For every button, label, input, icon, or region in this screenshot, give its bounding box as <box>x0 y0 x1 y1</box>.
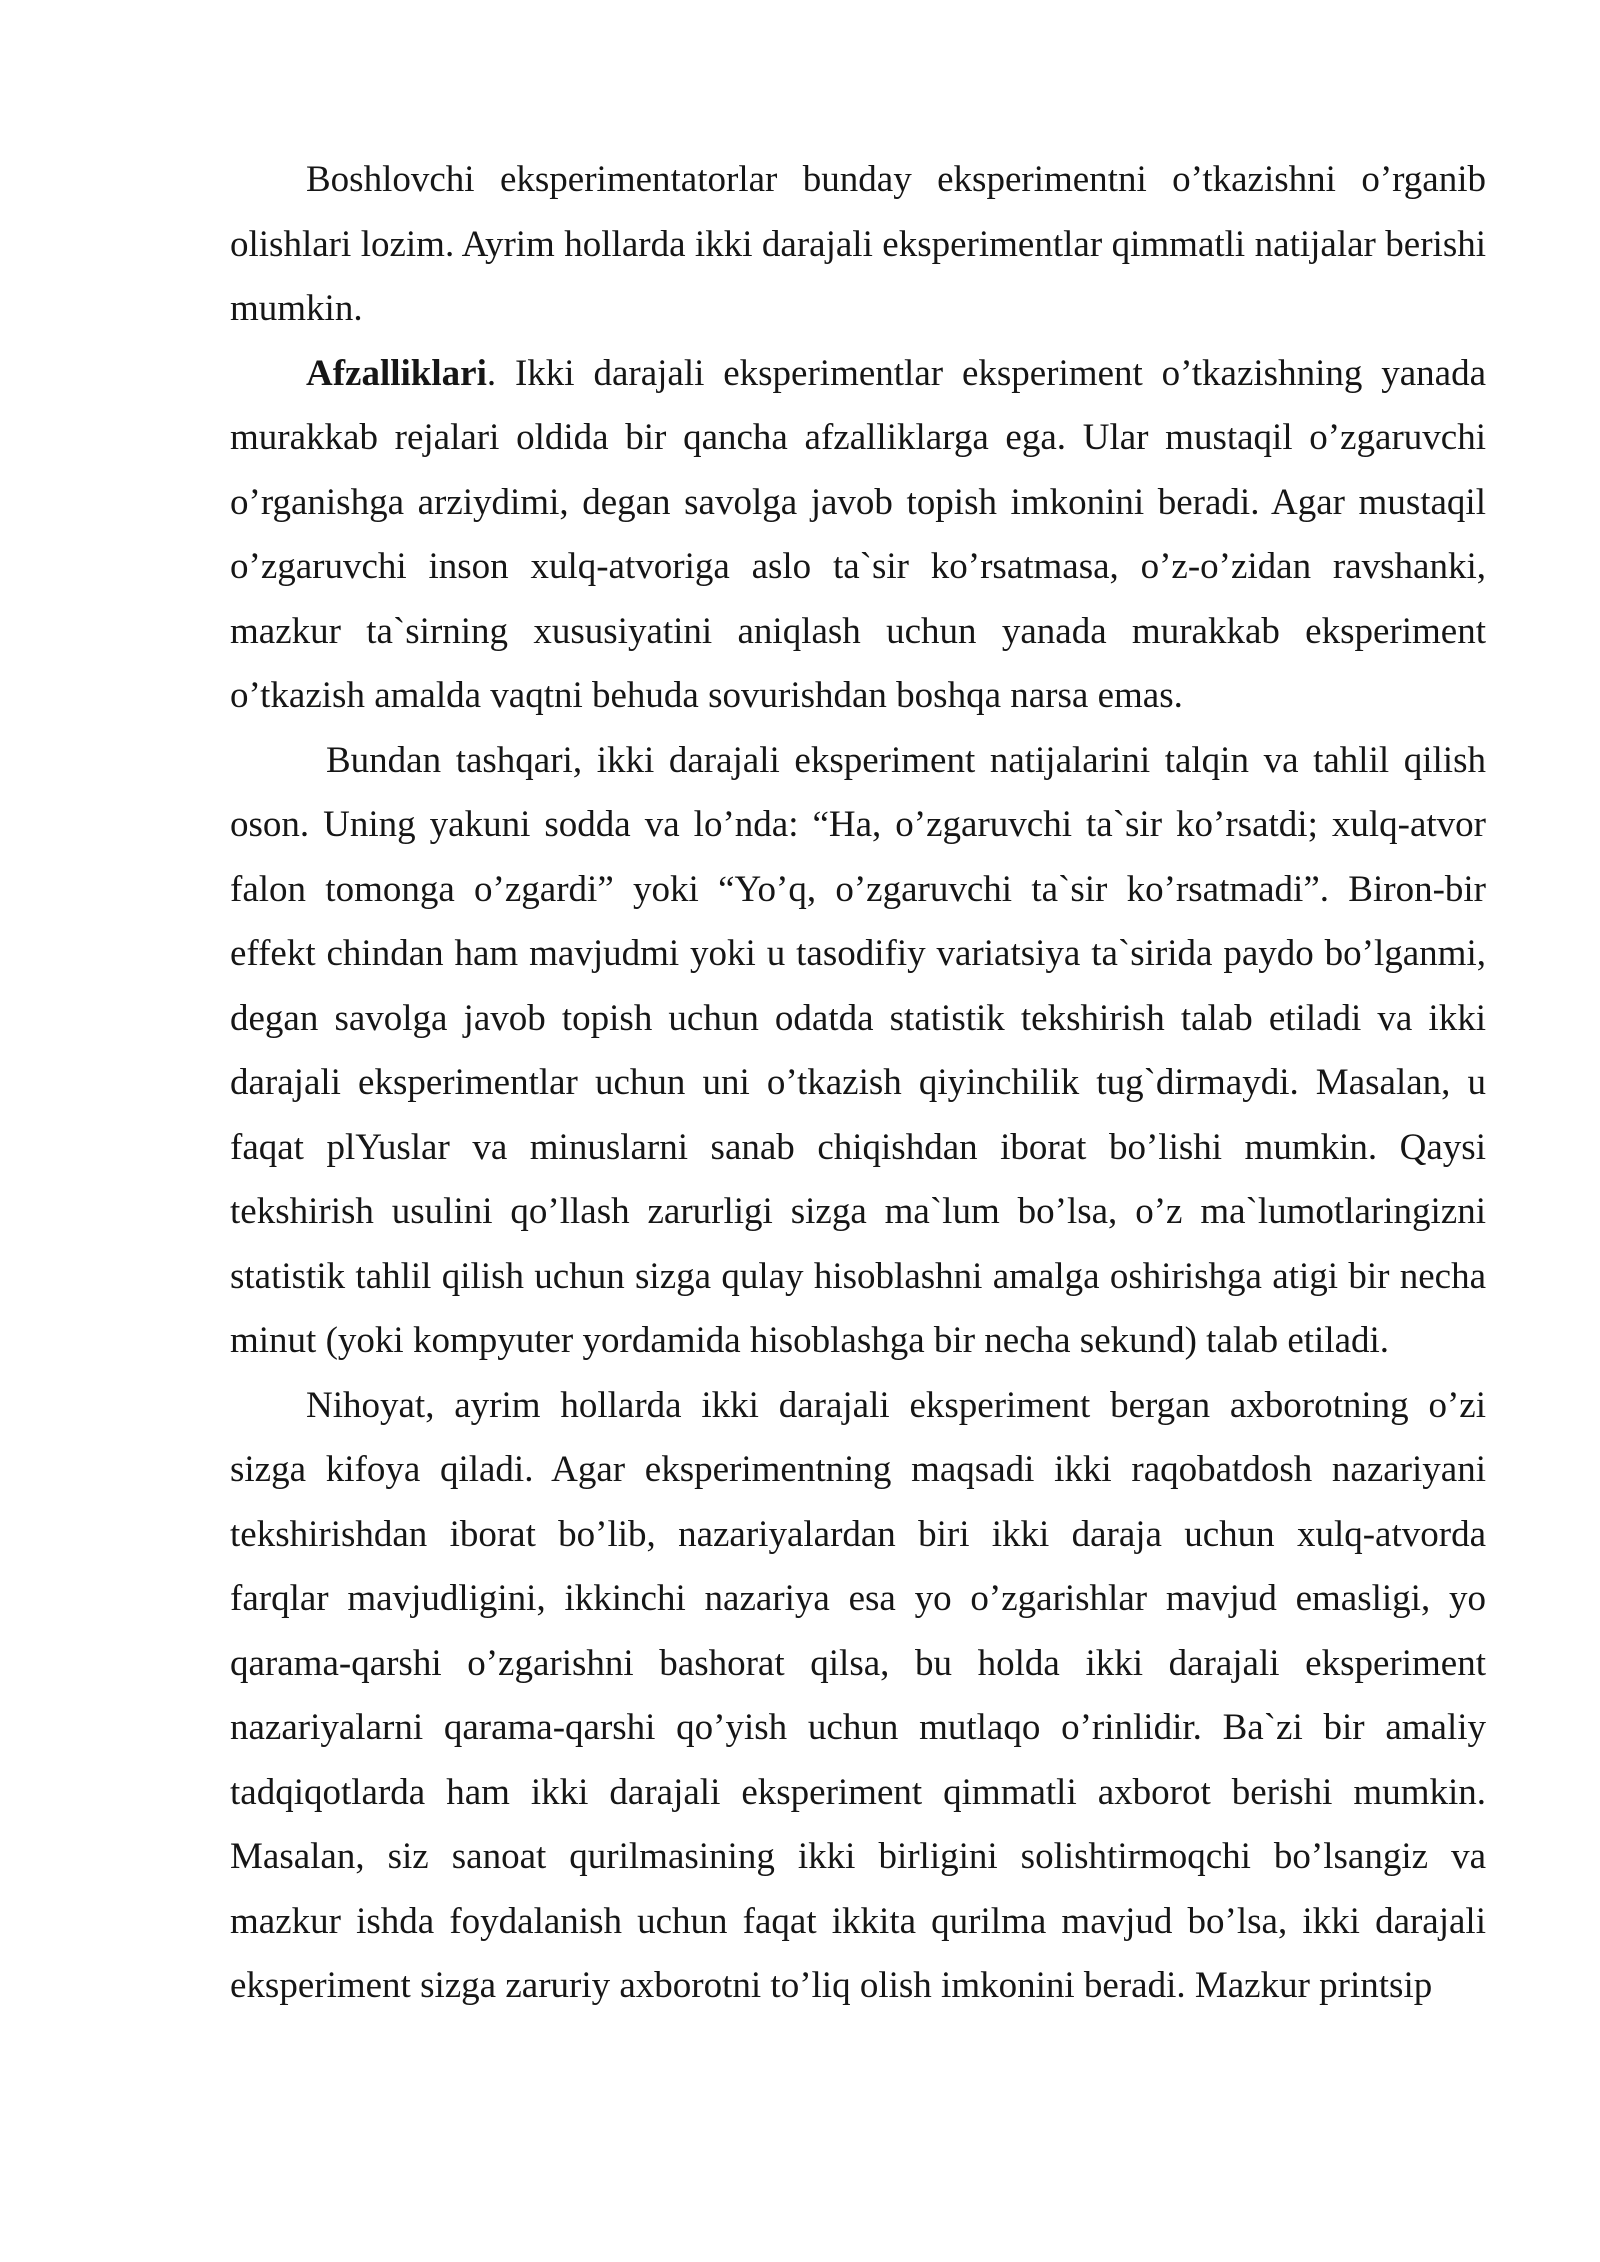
paragraph-intro <box>230 148 1486 342</box>
paragraph-lead-heading: Afzalliklari <box>306 352 487 394</box>
paragraph-text: Nihoyat, ayrim hollarda ikki darajali eksperiment bergan axborotning o’zi sizga kifoya qiladi. Agar eksperimentning maqsadi ikki raqobatdosh nazariyani tekshirishdan iborat bo’lib, nazariyalardan biri ikki daraja uchun xulq-atvorda farqlar mavjudligini, ikkinchi nazariya esa yo o’zgarishlar mavjud emasligi, yo qarama-qarshi o’zgarishni bashorat qilsa, bu holda ikki darajali eksperiment nazariyalarni qarama-qarshi qo’yish uchun mutlaqo o’rinlidir. Ba`zi bir amaliy tadqiqotlarda ham ikki darajali eksperiment qimmatli axborot berishi mumkin. Masalan, siz sanoat qurilmasining ikki birligini solishtirmoqchi bo’lsangiz va mazkur ishda foydalanish uchun faqat ikkita qurilma mavjud bo’lsa, ikki darajali eksperiment sizga zaruriy axborotni to’liq olish imkonini beradi. Mazkur printsip <box>230 1384 1486 2006</box>
paragraph-advantages <box>230 342 1486 729</box>
paragraph-conclusion <box>230 1374 1486 2019</box>
document-page <box>230 148 1486 2019</box>
paragraph-text: Boshlovchi eksperimentatorlar bunday eksperimentni o’tkazishni o’rganib olishlari lozim. Ayrim hollarda ikki darajali eksperimentlar qimmatli natijalar berishi mumkin. <box>230 159 1486 329</box>
paragraph-text: Bundan tashqari, ikki darajali eksperiment natijalarini talqin va tahlil qilish oson. Uning yakuni sodda va lo’nda: “Ha, o’zgaruvchi ta`sir ko’rsatdi; xulq-atvor falon tomonga o’zgardi” yoki “Yo’q, o’zgaruvchi ta`sir ko’rsatmadi”. Biron-bir effekt chindan ham mavjudmi yoki u tasodifiy variatsiya ta`sirida paydo bo’lganmi, degan savolga javob topish uchun odatda statistik tekshirish talab etiladi va ikki darajali eksperimentlar uchun uni o’tkazish qiyinchilik tug`dirmaydi. Masalan, u faqat plYuslar va minuslarni sanab chiqishdan iborat bo’lishi mumkin. Qaysi tekshirish usulini qo’llash zarurligi sizga ma`lum bo’lsa, o’z ma`lumotlaringizni statistik tahlil qilish uchun sizga qulay hisoblashni amalga oshirishga atigi bir necha minut (yoki kompyuter yordamida hisoblashga bir necha sekund) talab etiladi. <box>230 739 1486 1361</box>
paragraph-analysis <box>230 729 1486 1374</box>
paragraph-text: . Ikki darajali eksperimentlar eksperiment o’tkazishning yanada murakkab rejalari oldida bir qancha afzalliklarga ega. Ular mustaqil o’zgaruvchi o’rganishga arziydimi, degan savolga javob topish imkonini beradi. Agar mustaqil o’zgaruvchi inson xulq-atvoriga aslo ta`sir ko’rsatmasa, o’z-o’zidan ravshanki, mazkur ta`sirning xususiyatini aniqlash uchun yanada murakkab eksperiment o’tkazish amalda vaqtni behuda sovurishdan boshqa narsa emas. <box>230 352 1486 716</box>
